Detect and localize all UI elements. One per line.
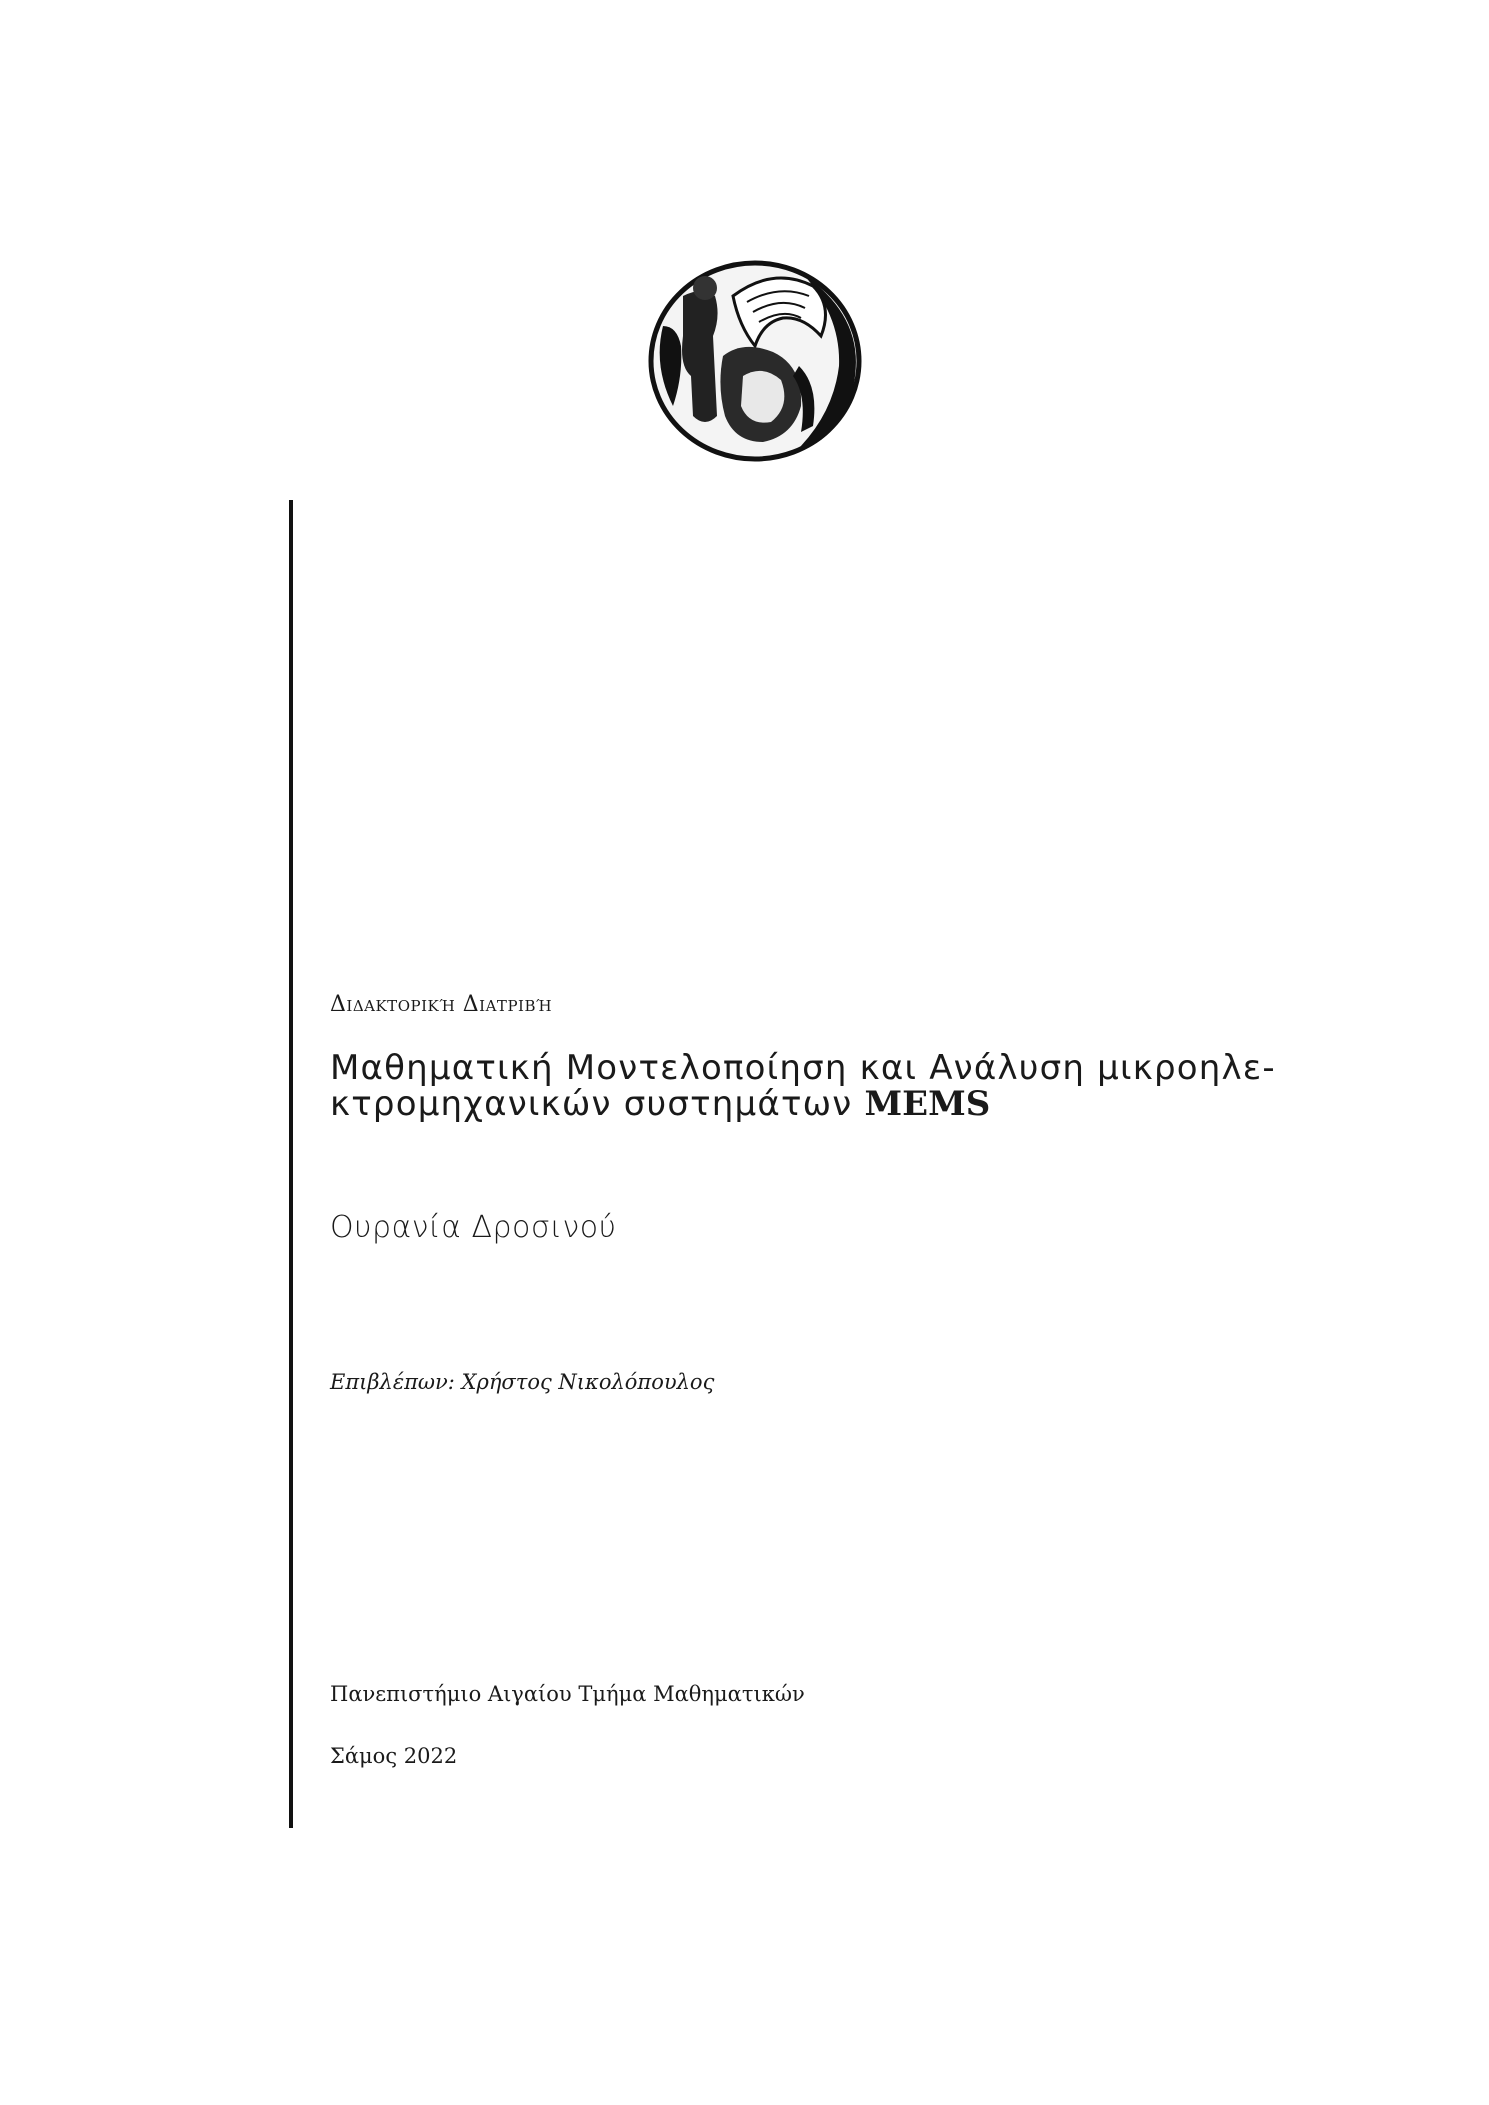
thesis-title-acronym: MEMS (864, 1084, 991, 1124)
document-type: Διδακτορική Διατριβή (330, 992, 553, 1017)
thesis-title-line-2 (330, 1086, 1400, 1122)
thesis-title-line-2-text: κτρομηχανικών συστημάτων (330, 1084, 865, 1124)
thesis-title (330, 1050, 1400, 1122)
supervisor: Επιβλέπων: Χρήστος Νικολόπουλος (330, 1370, 715, 1394)
author-name: Ουρανία Δροσινού (330, 1210, 617, 1245)
place-year: Σάμος 2022 (330, 1744, 458, 1768)
thesis-title-line-1: Μαθηματική Μοντελοποίηση και Ανάλυση μικροηλε- (330, 1048, 1276, 1088)
vertical-rule (289, 500, 293, 1828)
sphinx-coin-seal-icon (643, 256, 867, 466)
university-department: Πανεπιστήμιο Αιγαίου Τμήμα Μαθηματικών (330, 1682, 805, 1706)
